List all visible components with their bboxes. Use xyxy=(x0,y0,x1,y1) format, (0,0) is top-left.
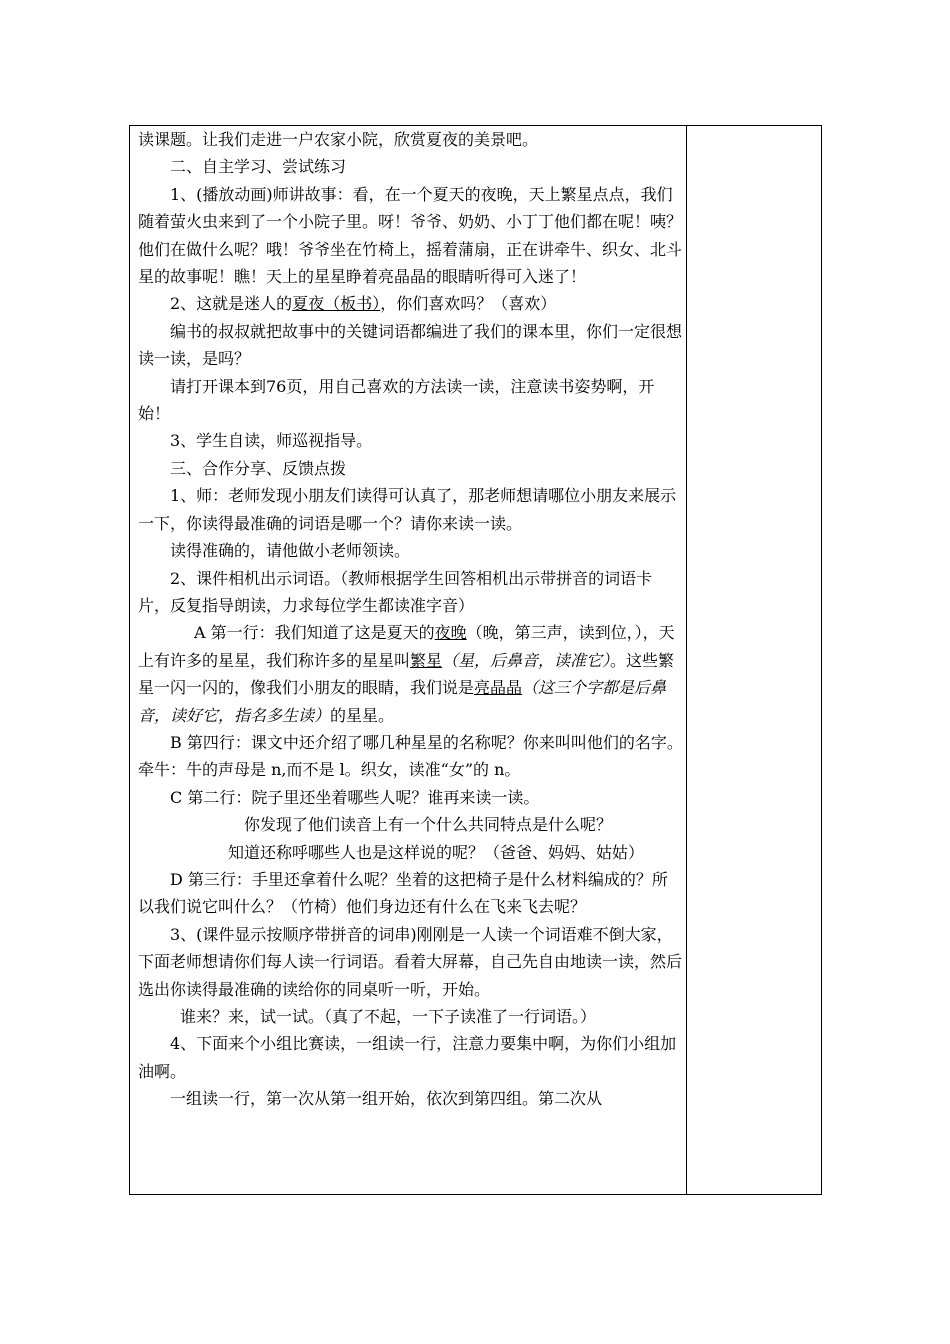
paragraph: 1、(播放动画)师讲故事：看，在一个夏天的夜晚，天上繁星点点，我们随着萤火虫来到了一个小院子里。呀！爷爷、奶奶、小丁丁他们都在呢！咦？他们在做什么呢？哦！爷爷坐在竹椅上，摇着蒲扇，正在讲牵牛、织女、北斗星的故事呢！瞧！天上的星星睁着亮晶晶的眼睛听得可入迷了！ xyxy=(138,184,683,287)
paragraph xyxy=(138,290,683,317)
underlined-term: 夜晚 xyxy=(434,623,467,643)
underlined-term: 繁星 xyxy=(410,650,443,670)
underlined-term: 亮晶晶 xyxy=(474,678,523,698)
lesson-content-cell xyxy=(138,126,683,1113)
paragraph: 3、学生自读，师巡视指导。 xyxy=(170,431,373,451)
paragraph: 4、下面来个小组比赛读，一组读一行，注意力要集中啊，为你们小组加油啊。 xyxy=(138,1034,677,1081)
text-span: 的星星。 xyxy=(330,705,395,725)
text-span: （晚，第三声，读到位，），天上有许多的星星，我们称许多的星星叫 xyxy=(138,623,675,670)
paragraph: 3、(课件显示按顺序带拼音的词串)刚刚是一人读一个词语难不倒大家，下面老师想请你们每人读一行词语。看着大屏幕，自己先自由地读一读，然后选出你读得最准确的读给你的同桌听一听，开始。 xyxy=(138,924,683,999)
paragraph: 1、师：老师发现小朋友们读得可认真了，那老师想请哪位小朋友来展示一下，你读得最准确的词语是哪一个？请你来读一读。 xyxy=(138,486,677,533)
section-heading: 二、自主学习、尝试练习 xyxy=(170,157,347,177)
paragraph: 一组读一行，第一次从第一组开始，依次到第四组。第二次从 xyxy=(170,1089,603,1109)
paragraph xyxy=(138,619,683,729)
text-span: ，你们喜欢吗？（喜欢） xyxy=(380,294,557,314)
text-span: 。这些繁星一闪一闪的，像我们小朋友的眼睛，我们说是 xyxy=(138,650,675,698)
italic-note: （这三个字都是后鼻音，读好它，指名多生读） xyxy=(138,678,667,725)
paragraph: 编书的叔叔就把故事中的关键词语都编进了我们的课本里，你们一定很想读一读，是吗？ xyxy=(138,321,683,369)
paragraph: 请打开课本到76页，用自己喜欢的方法读一读，注意读书姿势啊，开始！ xyxy=(138,376,655,424)
italic-note: （星，后鼻音，读准它） xyxy=(442,650,611,670)
paragraph: 2、课件相机出示词语。（教师根据学生回答相机出示带拼音的词语卡片，反复指导朗读，力求每位学生都读准字音） xyxy=(138,568,653,615)
paragraph: 知道还称呼哪些人也是这样说的呢？（爸爸、妈妈、姑姑） xyxy=(228,842,645,862)
column-divider xyxy=(686,126,687,1194)
paragraph: 谁来？来，试一试。（真了不起，一下子读准了一行词语。） xyxy=(180,1007,597,1026)
text-span: 2、这就是迷人的 xyxy=(170,294,293,314)
text-span: A 第一行：我们知道了这是夏天的 xyxy=(194,623,435,643)
paragraph: D 第三行：手里还拿着什么呢？坐着的这把椅子是什么材料编成的？所以我们说它叫什么？（竹椅）他们身边还有什么在飞来飞去呢？ xyxy=(138,869,668,917)
underlined-term: 夏夜（板书） xyxy=(292,294,381,314)
paragraph: 读得准确的，请他做小老师领读。 xyxy=(170,541,411,561)
lesson-table xyxy=(129,125,822,1195)
paragraph: B 第四行：课文中还介绍了哪几种星星的名称呢？你来叫叫他们的名字。牵牛：牛的声母是 n,而不是 l。织女，读准“女”的 n。 xyxy=(138,732,683,780)
section-heading: 三、合作分享、反馈点拨 xyxy=(170,458,347,478)
paragraph: 读课题。让我们走进一户农家小院，欣赏夏夜的美景吧。 xyxy=(138,130,539,149)
paragraph: C 第二行：院子里还坐着哪些人呢？谁再来读一读。 xyxy=(170,787,540,807)
paragraph: 你发现了他们读音上有一个什么共同特点是什么呢？ xyxy=(244,815,613,835)
